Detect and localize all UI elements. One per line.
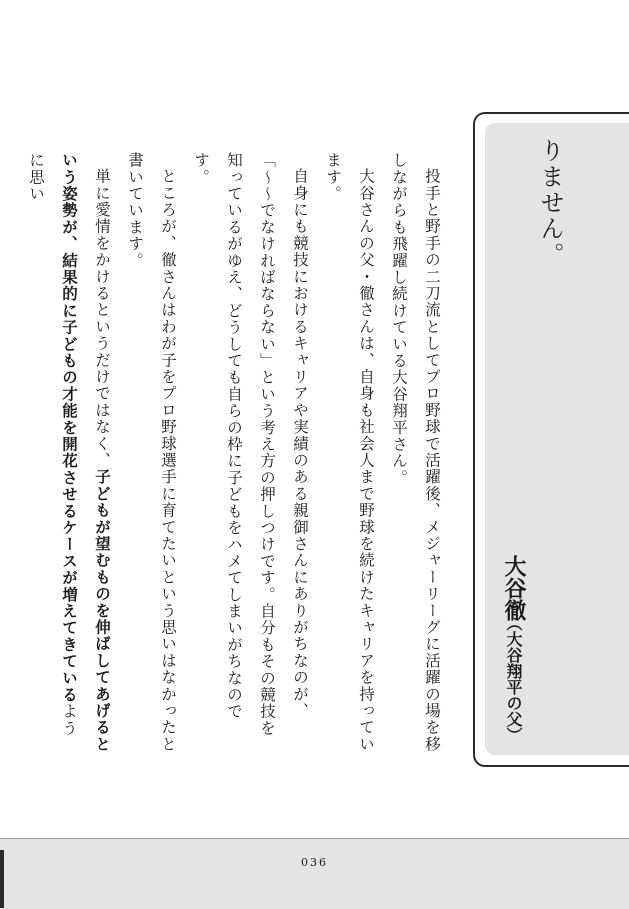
page-number: 036 [301, 856, 328, 869]
paragraph-5 [19, 152, 118, 752]
quote-author-name: 大谷徹 [501, 555, 526, 621]
quote-text: りません。 [536, 138, 564, 268]
paragraph-3: 自身にも競技におけるキャリアや実績のある親御さんにありがちなのが、「〜〜でなければならない」という考え方の押しつけです。自分もその競技を知っているがゆえ、どうしても自らの枠に子どもをハメてしまいがちなのです。 [192, 152, 309, 737]
quote-author-role: （大谷翔平の父） [504, 615, 523, 743]
paragraph-5-lead: 単に愛情をかけるというだけではなく、 [93, 167, 111, 469]
paragraph-5-tail: ように思い [27, 152, 78, 737]
paragraph-2: 大谷さんの父・徹さんは、自身も社会人まで野球を続けたキャリアを持っています。 [324, 152, 375, 752]
page-footer [0, 838, 629, 909]
body-text [27, 152, 448, 753]
paragraph-5-emphasis: 子どもが望むものを伸ばしてあげるという姿勢が、結果的に子どもの才能を開花させるケースが増えてきている [60, 152, 111, 753]
paragraph-1: 投手と野手の二刀流としてプロ野球で活躍後、メジャーリーグに活躍の場を移しながらも飛躍し続けている大谷翔平さん。 [390, 152, 441, 752]
paragraph-4: ところが、徹さんはわが子をプロ野球選手に育てたいという思いはなかったと書いています。 [126, 152, 177, 752]
